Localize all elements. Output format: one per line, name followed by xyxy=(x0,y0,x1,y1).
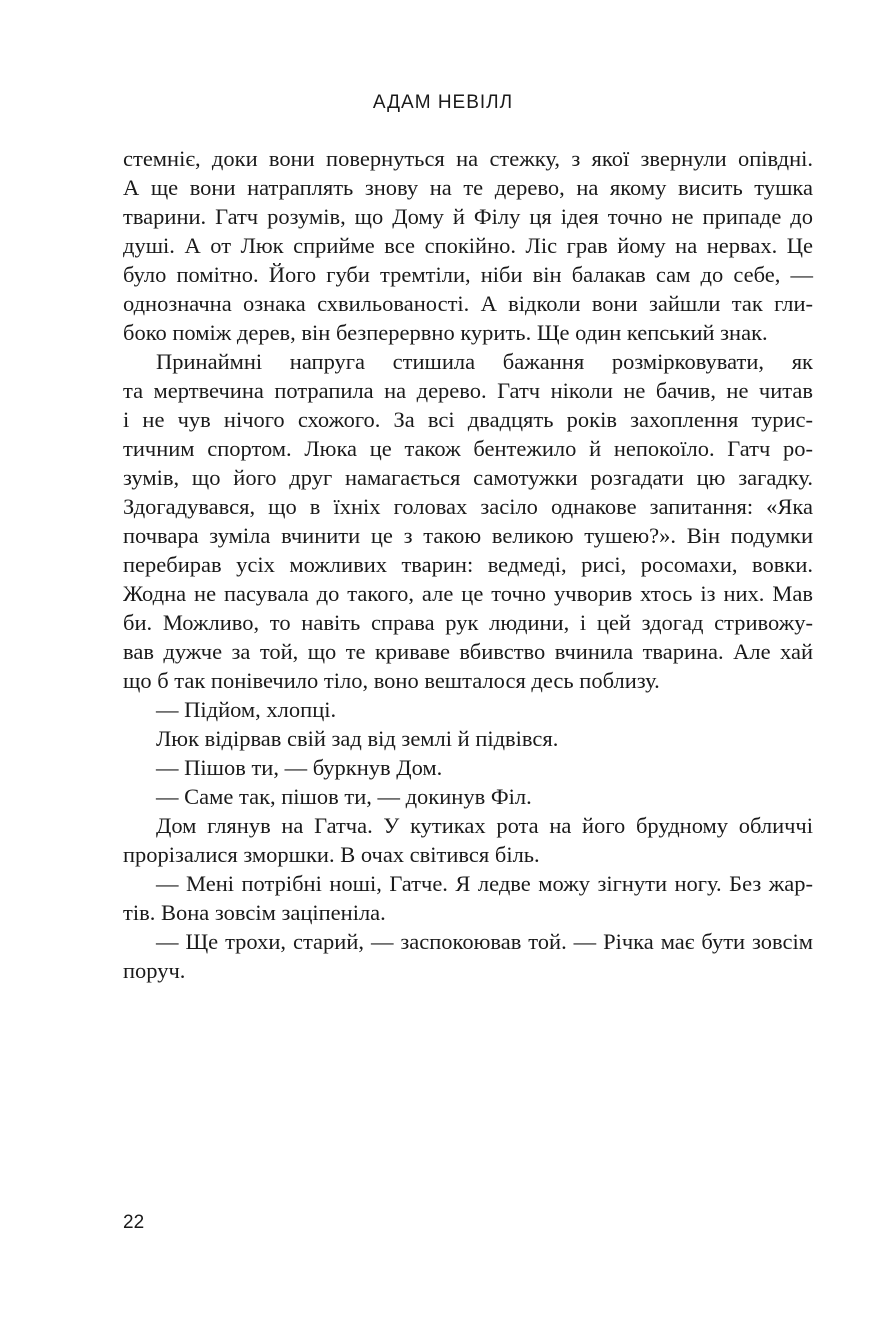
text-line: би. Можливо, то навіть справа рук людини, і цей здогад стривожу- xyxy=(123,610,813,635)
text-line: та мертвечина потрапила на дерево. Гатч ніколи не бачив, не читав xyxy=(123,378,813,403)
text-line: — Підйом, хлопці. xyxy=(156,697,337,722)
text-line: Принаймні напруга стишила бажання розмірковувати, як xyxy=(156,349,813,374)
text-line: поруч. xyxy=(123,958,186,983)
body-text xyxy=(123,144,813,985)
text-line: душі. А от Люк сприйме все спокійно. Ліс грав йому на нервах. Це xyxy=(123,233,813,258)
text-line: — Саме так, пішов ти, — докинув Філ. xyxy=(156,784,532,809)
text-line: однозначна ознака схвильованості. А відколи вони зайшли так гли- xyxy=(123,291,813,316)
text-line: боко поміж дерев, він безперервно курить. Ще один кепський знак. xyxy=(123,320,768,345)
text-line: що б так понівечило тіло, воно вешталося десь поблизу. xyxy=(123,668,660,693)
text-line: вав дужче за той, що те криваве вбивство вчинила тварина. Але хай xyxy=(123,639,813,664)
text-line: — Ще трохи, старий, — заспокоював той. — Річка має бути зовсім xyxy=(156,929,813,954)
text-line: перебирав усіх можливих тварин: ведмеді, рисі, росомахи, вовки. xyxy=(123,552,813,577)
running-head: АДАМ НЕВІЛЛ xyxy=(372,92,514,113)
text-line: Дом глянув на Гатча. У кутиках рота на його брудному обличчі xyxy=(156,813,813,838)
text-line: — Мені потрібні ноші, Гатче. Я ледве можу зігнути ногу. Без жар- xyxy=(156,871,813,896)
text-line: тварини. Гатч розумів, що Дому й Філу ця ідея точно не припаде до xyxy=(123,204,813,229)
text-line: почвара зуміла вчинити це з такою великою тушею?». Він подумки xyxy=(123,523,813,548)
text-line: тів. Вона зовсім заціпеніла. xyxy=(123,900,386,925)
text-line: тичним спортом. Люка це також бентежило й непокоїло. Гатч ро- xyxy=(123,436,813,461)
text-line: Жодна не пасувала до такого, але це точно учворив хтось із них. Мав xyxy=(123,581,813,606)
text-line: було помітно. Його губи тремтіли, ніби він балакав сам до себе, — xyxy=(123,262,813,287)
text-line: — Пішов ти, — буркнув Дом. xyxy=(156,755,443,780)
text-line: прорізалися зморшки. В очах світився біль. xyxy=(123,842,540,867)
page-number: 22 xyxy=(123,1212,145,1233)
text-line: і не чув нічого схожого. За всі двадцять років захоплення турис- xyxy=(123,407,813,432)
text-line: Люк відірвав свій зад від землі й підвівся. xyxy=(156,726,559,751)
text-line: А ще вони натраплять знову на те дерево, на якому висить тушка xyxy=(123,175,813,200)
text-line: зумів, що його друг намагається самотужки розгадати цю загадку. xyxy=(123,465,813,490)
text-line: стемніє, доки вони повернуться на стежку, з якої звернули опівдні. xyxy=(123,146,813,171)
text-line: Здогадувався, що в їхніх головах засіло однакове запитання: «Яка xyxy=(123,494,813,519)
